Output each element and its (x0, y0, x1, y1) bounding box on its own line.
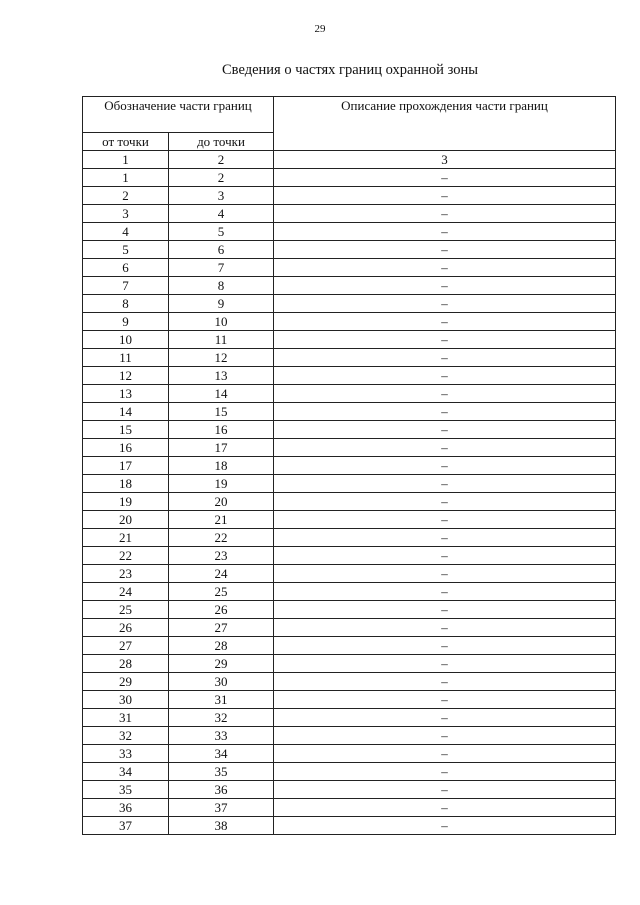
table-row (83, 547, 616, 565)
description-cell: – (274, 241, 616, 259)
to-point-cell: 12 (169, 349, 274, 367)
description-cell: – (274, 529, 616, 547)
to-point-cell: 5 (169, 223, 274, 241)
table-row (83, 493, 616, 511)
to-point-cell: 20 (169, 493, 274, 511)
table-row (83, 691, 616, 709)
table-row (83, 709, 616, 727)
from-point-cell: 7 (83, 277, 169, 295)
description-cell: – (274, 349, 616, 367)
table-row (83, 457, 616, 475)
table-row (83, 169, 616, 187)
boundary-parts-table (82, 96, 616, 835)
to-point-cell: 9 (169, 295, 274, 313)
table-row (83, 367, 616, 385)
to-point-cell: 21 (169, 511, 274, 529)
description-cell: – (274, 547, 616, 565)
table-row (83, 259, 616, 277)
to-point-cell: 33 (169, 727, 274, 745)
header-from-point: от точки (83, 133, 169, 151)
to-point-cell: 14 (169, 385, 274, 403)
table-row (83, 475, 616, 493)
description-cell: – (274, 817, 616, 835)
column-number-2: 2 (169, 151, 274, 169)
from-point-cell: 5 (83, 241, 169, 259)
description-cell: – (274, 655, 616, 673)
from-point-cell: 37 (83, 817, 169, 835)
to-point-cell: 19 (169, 475, 274, 493)
table-row (83, 295, 616, 313)
from-point-cell: 6 (83, 259, 169, 277)
to-point-cell: 38 (169, 817, 274, 835)
table-row (83, 187, 616, 205)
from-point-cell: 8 (83, 295, 169, 313)
description-cell: – (274, 259, 616, 277)
to-point-cell: 36 (169, 781, 274, 799)
from-point-cell: 35 (83, 781, 169, 799)
from-point-cell: 22 (83, 547, 169, 565)
description-cell: – (274, 457, 616, 475)
to-point-cell: 34 (169, 745, 274, 763)
page-number: 29 (314, 23, 326, 35)
table-row (83, 745, 616, 763)
table-row (83, 349, 616, 367)
description-cell: – (274, 619, 616, 637)
to-point-cell: 28 (169, 637, 274, 655)
column-number-1: 1 (83, 151, 169, 169)
table-row (83, 205, 616, 223)
description-cell: – (274, 205, 616, 223)
to-point-cell: 2 (169, 169, 274, 187)
column-number-3: 3 (274, 151, 616, 169)
from-point-cell: 20 (83, 511, 169, 529)
table-body (83, 169, 616, 835)
to-point-cell: 4 (169, 205, 274, 223)
to-point-cell: 32 (169, 709, 274, 727)
from-point-cell: 18 (83, 475, 169, 493)
to-point-cell: 23 (169, 547, 274, 565)
header-boundary-description: Описание прохождения части границ (274, 97, 616, 151)
to-point-cell: 27 (169, 619, 274, 637)
table-row (83, 601, 616, 619)
table-row (83, 655, 616, 673)
from-point-cell: 19 (83, 493, 169, 511)
to-point-cell: 30 (169, 673, 274, 691)
description-cell: – (274, 295, 616, 313)
table-row (83, 619, 616, 637)
from-point-cell: 10 (83, 331, 169, 349)
to-point-cell: 29 (169, 655, 274, 673)
to-point-cell: 26 (169, 601, 274, 619)
from-point-cell: 32 (83, 727, 169, 745)
table-row (83, 331, 616, 349)
from-point-cell: 33 (83, 745, 169, 763)
from-point-cell: 4 (83, 223, 169, 241)
table-row (83, 223, 616, 241)
from-point-cell: 26 (83, 619, 169, 637)
description-cell: – (274, 565, 616, 583)
description-cell: – (274, 403, 616, 421)
description-cell: – (274, 475, 616, 493)
table-row (83, 313, 616, 331)
header-boundary-designation: Обозначение части границ (83, 97, 274, 133)
table-row (83, 763, 616, 781)
from-point-cell: 12 (83, 367, 169, 385)
to-point-cell: 18 (169, 457, 274, 475)
table-row (83, 511, 616, 529)
table-row (83, 799, 616, 817)
description-cell: – (274, 169, 616, 187)
description-cell: – (274, 727, 616, 745)
from-point-cell: 11 (83, 349, 169, 367)
table-row (83, 439, 616, 457)
description-cell: – (274, 763, 616, 781)
to-point-cell: 37 (169, 799, 274, 817)
column-number-row (83, 151, 616, 169)
table-row (83, 241, 616, 259)
description-cell: – (274, 187, 616, 205)
from-point-cell: 16 (83, 439, 169, 457)
to-point-cell: 11 (169, 331, 274, 349)
table-row (83, 781, 616, 799)
from-point-cell: 2 (83, 187, 169, 205)
from-point-cell: 1 (83, 169, 169, 187)
description-cell: – (274, 781, 616, 799)
description-cell: – (274, 277, 616, 295)
table-row (83, 565, 616, 583)
description-cell: – (274, 799, 616, 817)
description-cell: – (274, 385, 616, 403)
to-point-cell: 10 (169, 313, 274, 331)
from-point-cell: 21 (83, 529, 169, 547)
description-cell: – (274, 313, 616, 331)
description-cell: – (274, 223, 616, 241)
description-cell: – (274, 511, 616, 529)
to-point-cell: 15 (169, 403, 274, 421)
from-point-cell: 24 (83, 583, 169, 601)
description-cell: – (274, 637, 616, 655)
from-point-cell: 30 (83, 691, 169, 709)
description-cell: – (274, 583, 616, 601)
table-row (83, 673, 616, 691)
description-cell: – (274, 421, 616, 439)
from-point-cell: 31 (83, 709, 169, 727)
to-point-cell: 8 (169, 277, 274, 295)
to-point-cell: 16 (169, 421, 274, 439)
table-row (83, 529, 616, 547)
description-cell: – (274, 601, 616, 619)
to-point-cell: 25 (169, 583, 274, 601)
description-cell: – (274, 709, 616, 727)
from-point-cell: 36 (83, 799, 169, 817)
table-row (83, 727, 616, 745)
from-point-cell: 9 (83, 313, 169, 331)
from-point-cell: 17 (83, 457, 169, 475)
to-point-cell: 13 (169, 367, 274, 385)
table-row (83, 583, 616, 601)
from-point-cell: 34 (83, 763, 169, 781)
description-cell: – (274, 439, 616, 457)
description-cell: – (274, 691, 616, 709)
table-row (83, 385, 616, 403)
to-point-cell: 6 (169, 241, 274, 259)
from-point-cell: 23 (83, 565, 169, 583)
description-cell: – (274, 745, 616, 763)
from-point-cell: 27 (83, 637, 169, 655)
from-point-cell: 25 (83, 601, 169, 619)
to-point-cell: 7 (169, 259, 274, 277)
header-to-point: до точки (169, 133, 274, 151)
to-point-cell: 3 (169, 187, 274, 205)
to-point-cell: 31 (169, 691, 274, 709)
description-cell: – (274, 493, 616, 511)
table-row (83, 277, 616, 295)
description-cell: – (274, 367, 616, 385)
table-row (83, 403, 616, 421)
to-point-cell: 22 (169, 529, 274, 547)
to-point-cell: 24 (169, 565, 274, 583)
from-point-cell: 14 (83, 403, 169, 421)
from-point-cell: 15 (83, 421, 169, 439)
document-title: Сведения о частях границ охранной зоны (222, 62, 478, 78)
to-point-cell: 17 (169, 439, 274, 457)
from-point-cell: 3 (83, 205, 169, 223)
description-cell: – (274, 331, 616, 349)
from-point-cell: 13 (83, 385, 169, 403)
description-cell: – (274, 673, 616, 691)
table-row (83, 817, 616, 835)
from-point-cell: 28 (83, 655, 169, 673)
to-point-cell: 35 (169, 763, 274, 781)
table-row (83, 637, 616, 655)
from-point-cell: 29 (83, 673, 169, 691)
table-row (83, 421, 616, 439)
